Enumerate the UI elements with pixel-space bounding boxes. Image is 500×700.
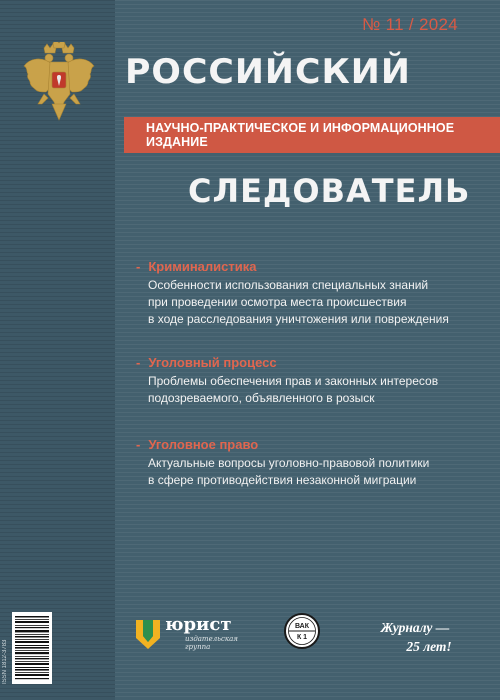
article-criminal-law bbox=[136, 437, 429, 489]
article-rubric bbox=[136, 437, 429, 452]
publisher-name: юрист bbox=[165, 614, 232, 635]
article-description bbox=[136, 277, 449, 328]
publisher-logo bbox=[135, 614, 245, 654]
rubric-label: Уголовное право bbox=[148, 437, 259, 452]
issue-number: № 11 / 2024 bbox=[362, 15, 458, 34]
journal-title-line1: РОССИЙСКИЙ bbox=[125, 52, 411, 92]
article-criminal-procedure bbox=[136, 355, 438, 407]
article-line: Особенности использования специальных знаний bbox=[148, 278, 429, 292]
article-line: подозреваемого, объявленного в розыск bbox=[148, 391, 375, 405]
bullet-dash: - bbox=[136, 355, 141, 370]
publisher-subtitle-line: группа bbox=[185, 643, 211, 651]
rubric-label: Криминалистика bbox=[148, 259, 257, 274]
article-line: при проведении осмотра места происшествия bbox=[148, 295, 407, 309]
anniversary-line1: Журналу — bbox=[380, 620, 450, 635]
subtitle-banner-text: НАУЧНО-ПРАКТИЧЕСКОЕ И ИНФОРМАЦИОННОЕ ИЗДАНИЕ bbox=[146, 121, 455, 149]
subtitle-banner bbox=[124, 117, 500, 153]
russian-coat-of-arms-icon bbox=[22, 42, 96, 122]
journal-title-line2: СЛЕДОВАТЕЛЬ bbox=[188, 172, 471, 210]
article-line: в ходе расследования уничтожения или повреждения bbox=[148, 312, 449, 326]
issn-text: ISSN 1812-3783 bbox=[2, 639, 8, 684]
vak-badge-icon bbox=[283, 612, 321, 650]
rubric-label: Уголовный процесс bbox=[148, 355, 277, 370]
article-line: Проблемы обеспечения прав и законных интересов bbox=[148, 374, 439, 388]
article-rubric bbox=[136, 355, 438, 370]
article-line: в сфере противодействия незаконной миграции bbox=[148, 473, 417, 487]
vak-bottom-text: К 1 bbox=[296, 634, 308, 641]
anniversary-note bbox=[360, 618, 470, 656]
article-line: Актуальные вопросы уголовно-правовой политики bbox=[148, 456, 430, 470]
article-rubric bbox=[136, 259, 449, 274]
barcode-icon bbox=[12, 612, 52, 684]
publisher-subtitle bbox=[185, 635, 238, 651]
article-description bbox=[136, 455, 429, 489]
article-criminalistics bbox=[136, 259, 449, 328]
publisher-subtitle-line: издательская bbox=[185, 635, 238, 643]
anniversary-line2: 25 лет! bbox=[406, 639, 452, 654]
yurist-logo-icon bbox=[135, 616, 161, 650]
bullet-dash: - bbox=[136, 259, 141, 274]
vak-top-text: ВАК bbox=[294, 623, 310, 630]
article-description bbox=[136, 373, 438, 407]
bullet-dash: - bbox=[136, 437, 141, 452]
